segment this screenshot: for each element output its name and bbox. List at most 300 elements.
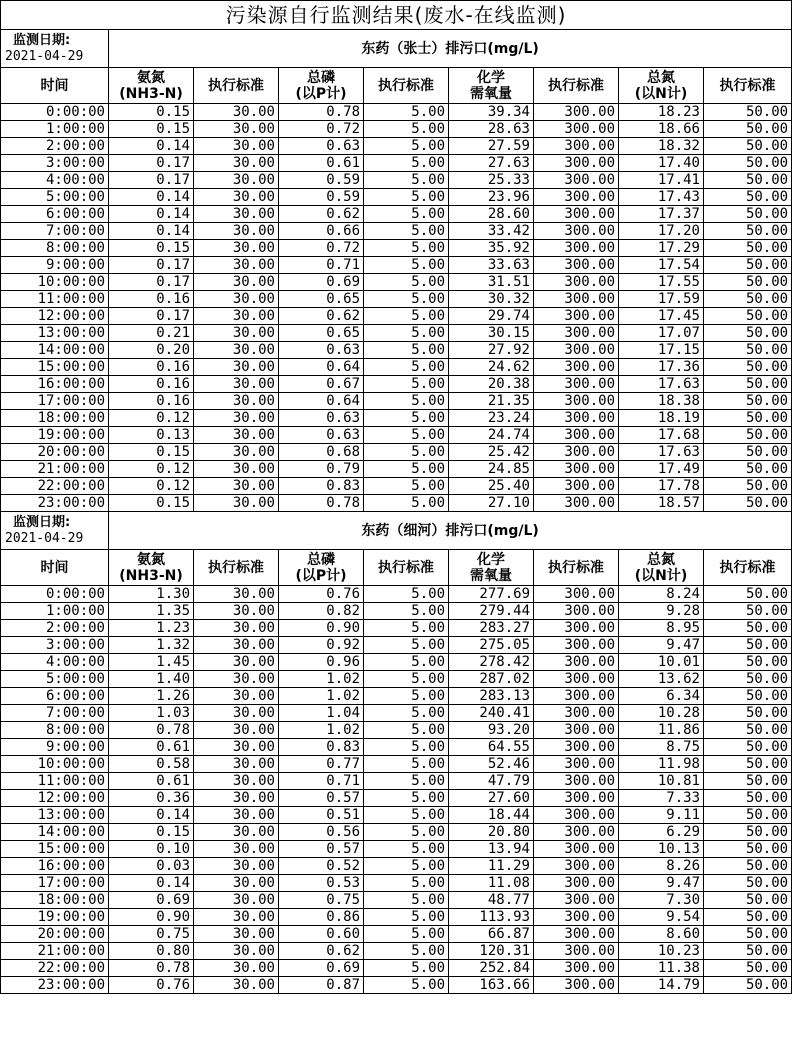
value-cell: 50.00	[704, 909, 792, 926]
value-cell: 13.62	[619, 671, 704, 688]
time-cell: 8:00:00	[1, 722, 109, 739]
value-cell: 0.12	[109, 461, 194, 478]
time-cell: 21:00:00	[1, 461, 109, 478]
value-cell: 64.55	[449, 739, 534, 756]
time-cell: 11:00:00	[1, 291, 109, 308]
value-cell: 5.00	[364, 637, 449, 654]
value-cell: 50.00	[704, 637, 792, 654]
value-cell: 17.78	[619, 478, 704, 495]
value-cell: 18.44	[449, 807, 534, 824]
value-cell: 300.00	[534, 688, 619, 705]
time-cell: 18:00:00	[1, 410, 109, 427]
value-cell: 0.72	[279, 240, 364, 257]
table-row	[1, 444, 792, 461]
table-row	[1, 943, 792, 960]
value-cell: 0.15	[109, 240, 194, 257]
value-cell: 24.62	[449, 359, 534, 376]
value-cell: 0.83	[279, 478, 364, 495]
value-cell: 30.00	[194, 393, 279, 410]
value-cell: 279.44	[449, 603, 534, 620]
value-cell: 29.74	[449, 308, 534, 325]
value-cell: 300.00	[534, 257, 619, 274]
value-cell: 5.00	[364, 257, 449, 274]
value-cell: 1.02	[279, 671, 364, 688]
value-cell: 0.69	[279, 274, 364, 291]
value-cell: 30.00	[194, 257, 279, 274]
value-cell: 1.03	[109, 705, 194, 722]
value-cell: 5.00	[364, 875, 449, 892]
column-header: 执行标准	[194, 550, 279, 586]
value-cell: 5.00	[364, 478, 449, 495]
monitor-date-cell	[1, 30, 109, 68]
value-cell: 5.00	[364, 722, 449, 739]
value-cell: 17.07	[619, 325, 704, 342]
value-cell: 30.00	[194, 756, 279, 773]
value-cell: 30.00	[194, 121, 279, 138]
value-cell: 17.20	[619, 223, 704, 240]
value-cell: 1.32	[109, 637, 194, 654]
value-cell: 0.77	[279, 756, 364, 773]
value-cell: 278.42	[449, 654, 534, 671]
value-cell: 17.45	[619, 308, 704, 325]
column-header-row	[1, 550, 792, 586]
value-cell: 300.00	[534, 892, 619, 909]
value-cell: 9.54	[619, 909, 704, 926]
table-row	[1, 892, 792, 909]
value-cell: 50.00	[704, 586, 792, 603]
value-cell: 8.95	[619, 620, 704, 637]
value-cell: 20.38	[449, 376, 534, 393]
value-cell: 18.38	[619, 393, 704, 410]
value-cell: 17.63	[619, 376, 704, 393]
value-cell: 14.79	[619, 977, 704, 994]
value-cell: 11.29	[449, 858, 534, 875]
value-cell: 10.81	[619, 773, 704, 790]
value-cell: 300.00	[534, 274, 619, 291]
value-cell: 50.00	[704, 773, 792, 790]
value-cell: 48.77	[449, 892, 534, 909]
value-cell: 10.23	[619, 943, 704, 960]
value-cell: 0.14	[109, 807, 194, 824]
value-cell: 300.00	[534, 926, 619, 943]
time-cell: 6:00:00	[1, 688, 109, 705]
value-cell: 5.00	[364, 291, 449, 308]
value-cell: 0.65	[279, 325, 364, 342]
value-cell: 30.32	[449, 291, 534, 308]
value-cell: 5.00	[364, 586, 449, 603]
value-cell: 300.00	[534, 960, 619, 977]
time-cell: 13:00:00	[1, 325, 109, 342]
value-cell: 35.92	[449, 240, 534, 257]
column-header: 总磷 (以P计)	[279, 550, 364, 586]
value-cell: 5.00	[364, 705, 449, 722]
value-cell: 300.00	[534, 444, 619, 461]
value-cell: 300.00	[534, 121, 619, 138]
value-cell: 23.96	[449, 189, 534, 206]
value-cell: 1.26	[109, 688, 194, 705]
section-header-row	[1, 512, 792, 550]
table-row	[1, 926, 792, 943]
value-cell: 5.00	[364, 444, 449, 461]
value-cell: 18.19	[619, 410, 704, 427]
value-cell: 50.00	[704, 943, 792, 960]
value-cell: 8.26	[619, 858, 704, 875]
value-cell: 25.42	[449, 444, 534, 461]
value-cell: 30.00	[194, 586, 279, 603]
value-cell: 30.00	[194, 155, 279, 172]
value-cell: 300.00	[534, 155, 619, 172]
value-cell: 50.00	[704, 892, 792, 909]
value-cell: 0.13	[109, 427, 194, 444]
time-cell: 2:00:00	[1, 138, 109, 155]
value-cell: 300.00	[534, 858, 619, 875]
table-row	[1, 620, 792, 637]
value-cell: 0.83	[279, 739, 364, 756]
value-cell: 30.00	[194, 960, 279, 977]
value-cell: 50.00	[704, 104, 792, 121]
value-cell: 50.00	[704, 121, 792, 138]
value-cell: 50.00	[704, 688, 792, 705]
table-row	[1, 376, 792, 393]
value-cell: 5.00	[364, 824, 449, 841]
value-cell: 0.14	[109, 206, 194, 223]
table-row	[1, 461, 792, 478]
value-cell: 0.66	[279, 223, 364, 240]
value-cell: 18.23	[619, 104, 704, 121]
value-cell: 0.78	[109, 960, 194, 977]
value-cell: 18.66	[619, 121, 704, 138]
value-cell: 5.00	[364, 206, 449, 223]
value-cell: 5.00	[364, 155, 449, 172]
value-cell: 0.59	[279, 189, 364, 206]
value-cell: 0.78	[109, 722, 194, 739]
value-cell: 30.00	[194, 637, 279, 654]
value-cell: 1.35	[109, 603, 194, 620]
table-row	[1, 121, 792, 138]
table-row	[1, 790, 792, 807]
value-cell: 17.40	[619, 155, 704, 172]
value-cell: 0.12	[109, 478, 194, 495]
value-cell: 11.38	[619, 960, 704, 977]
time-cell: 12:00:00	[1, 790, 109, 807]
value-cell: 300.00	[534, 977, 619, 994]
value-cell: 5.00	[364, 841, 449, 858]
table-row	[1, 189, 792, 206]
value-cell: 240.41	[449, 705, 534, 722]
value-cell: 50.00	[704, 223, 792, 240]
time-cell: 9:00:00	[1, 739, 109, 756]
value-cell: 50.00	[704, 603, 792, 620]
value-cell: 5.00	[364, 274, 449, 291]
table-row	[1, 138, 792, 155]
value-cell: 1.45	[109, 654, 194, 671]
value-cell: 0.75	[109, 926, 194, 943]
column-header: 执行标准	[704, 68, 792, 104]
value-cell: 300.00	[534, 189, 619, 206]
value-cell: 9.47	[619, 637, 704, 654]
value-cell: 0.68	[279, 444, 364, 461]
value-cell: 0.17	[109, 155, 194, 172]
value-cell: 5.00	[364, 620, 449, 637]
value-cell: 5.00	[364, 461, 449, 478]
value-cell: 30.00	[194, 359, 279, 376]
monitor-date-label: 监测日期:	[13, 32, 71, 48]
value-cell: 0.65	[279, 291, 364, 308]
value-cell: 0.63	[279, 138, 364, 155]
value-cell: 28.63	[449, 121, 534, 138]
value-cell: 0.87	[279, 977, 364, 994]
column-header: 执行标准	[534, 68, 619, 104]
table-row	[1, 773, 792, 790]
value-cell: 300.00	[534, 359, 619, 376]
value-cell: 30.00	[194, 722, 279, 739]
value-cell: 5.00	[364, 376, 449, 393]
value-cell: 5.00	[364, 858, 449, 875]
value-cell: 300.00	[534, 739, 619, 756]
time-cell: 5:00:00	[1, 671, 109, 688]
value-cell: 9.47	[619, 875, 704, 892]
value-cell: 5.00	[364, 223, 449, 240]
value-cell: 0.62	[279, 308, 364, 325]
time-cell: 1:00:00	[1, 121, 109, 138]
value-cell: 0.90	[109, 909, 194, 926]
value-cell: 0.52	[279, 858, 364, 875]
value-cell: 39.34	[449, 104, 534, 121]
table-row	[1, 495, 792, 512]
value-cell: 5.00	[364, 427, 449, 444]
value-cell: 27.92	[449, 342, 534, 359]
value-cell: 30.00	[194, 223, 279, 240]
value-cell: 27.60	[449, 790, 534, 807]
value-cell: 5.00	[364, 359, 449, 376]
value-cell: 163.66	[449, 977, 534, 994]
value-cell: 52.46	[449, 756, 534, 773]
time-cell: 4:00:00	[1, 172, 109, 189]
value-cell: 5.00	[364, 172, 449, 189]
value-cell: 30.00	[194, 892, 279, 909]
value-cell: 5.00	[364, 495, 449, 512]
table-row	[1, 960, 792, 977]
value-cell: 50.00	[704, 410, 792, 427]
value-cell: 5.00	[364, 654, 449, 671]
value-cell: 11.08	[449, 875, 534, 892]
value-cell: 300.00	[534, 824, 619, 841]
value-cell: 300.00	[534, 495, 619, 512]
value-cell: 5.00	[364, 960, 449, 977]
value-cell: 50.00	[704, 308, 792, 325]
column-header: 执行标准	[194, 68, 279, 104]
value-cell: 1.40	[109, 671, 194, 688]
value-cell: 300.00	[534, 410, 619, 427]
value-cell: 5.00	[364, 240, 449, 257]
value-cell: 30.00	[194, 977, 279, 994]
value-cell: 5.00	[364, 892, 449, 909]
value-cell: 10.01	[619, 654, 704, 671]
value-cell: 300.00	[534, 240, 619, 257]
value-cell: 17.63	[619, 444, 704, 461]
value-cell: 6.34	[619, 688, 704, 705]
value-cell: 50.00	[704, 977, 792, 994]
value-cell: 300.00	[534, 223, 619, 240]
table-row	[1, 586, 792, 603]
time-cell: 14:00:00	[1, 824, 109, 841]
value-cell: 30.00	[194, 495, 279, 512]
value-cell: 50.00	[704, 671, 792, 688]
value-cell: 120.31	[449, 943, 534, 960]
value-cell: 300.00	[534, 722, 619, 739]
table-row	[1, 223, 792, 240]
time-cell: 15:00:00	[1, 359, 109, 376]
time-cell: 0:00:00	[1, 104, 109, 121]
outlet-name: 东药（张士）排污口(mg/L)	[109, 30, 792, 68]
value-cell: 1.30	[109, 586, 194, 603]
value-cell: 5.00	[364, 138, 449, 155]
value-cell: 8.60	[619, 926, 704, 943]
value-cell: 0.76	[279, 586, 364, 603]
value-cell: 30.00	[194, 138, 279, 155]
table-row	[1, 240, 792, 257]
value-cell: 300.00	[534, 620, 619, 637]
value-cell: 0.63	[279, 427, 364, 444]
value-cell: 7.30	[619, 892, 704, 909]
value-cell: 252.84	[449, 960, 534, 977]
value-cell: 0.16	[109, 291, 194, 308]
value-cell: 0.17	[109, 274, 194, 291]
time-cell: 17:00:00	[1, 393, 109, 410]
value-cell: 5.00	[364, 308, 449, 325]
value-cell: 11.98	[619, 756, 704, 773]
value-cell: 50.00	[704, 240, 792, 257]
value-cell: 50.00	[704, 478, 792, 495]
table-row	[1, 308, 792, 325]
value-cell: 300.00	[534, 637, 619, 654]
value-cell: 0.15	[109, 495, 194, 512]
value-cell: 300.00	[534, 773, 619, 790]
value-cell: 0.17	[109, 308, 194, 325]
value-cell: 33.42	[449, 223, 534, 240]
value-cell: 300.00	[534, 427, 619, 444]
value-cell: 7.33	[619, 790, 704, 807]
value-cell: 17.43	[619, 189, 704, 206]
time-cell: 10:00:00	[1, 274, 109, 291]
value-cell: 0.58	[109, 756, 194, 773]
value-cell: 0.79	[279, 461, 364, 478]
time-cell: 11:00:00	[1, 773, 109, 790]
value-cell: 0.69	[109, 892, 194, 909]
value-cell: 5.00	[364, 756, 449, 773]
table-body	[1, 1, 792, 994]
value-cell: 283.13	[449, 688, 534, 705]
time-cell: 6:00:00	[1, 206, 109, 223]
value-cell: 5.00	[364, 104, 449, 121]
value-cell: 300.00	[534, 172, 619, 189]
value-cell: 30.00	[194, 943, 279, 960]
value-cell: 50.00	[704, 342, 792, 359]
value-cell: 0.62	[279, 943, 364, 960]
value-cell: 30.00	[194, 376, 279, 393]
value-cell: 300.00	[534, 756, 619, 773]
value-cell: 50.00	[704, 705, 792, 722]
value-cell: 0.71	[279, 773, 364, 790]
value-cell: 0.90	[279, 620, 364, 637]
value-cell: 5.00	[364, 325, 449, 342]
value-cell: 30.00	[194, 240, 279, 257]
value-cell: 6.29	[619, 824, 704, 841]
value-cell: 30.00	[194, 444, 279, 461]
table-row	[1, 858, 792, 875]
column-header: 执行标准	[364, 68, 449, 104]
column-header: 氨氮 (NH3-N)	[109, 550, 194, 586]
time-cell: 3:00:00	[1, 637, 109, 654]
value-cell: 5.00	[364, 671, 449, 688]
table-row	[1, 841, 792, 858]
value-cell: 50.00	[704, 155, 792, 172]
value-cell: 50.00	[704, 461, 792, 478]
value-cell: 0.16	[109, 393, 194, 410]
value-cell: 30.00	[194, 104, 279, 121]
value-cell: 25.40	[449, 478, 534, 495]
value-cell: 27.63	[449, 155, 534, 172]
value-cell: 30.00	[194, 172, 279, 189]
value-cell: 5.00	[364, 773, 449, 790]
value-cell: 30.00	[194, 325, 279, 342]
value-cell: 0.51	[279, 807, 364, 824]
value-cell: 30.00	[194, 654, 279, 671]
table-row	[1, 688, 792, 705]
value-cell: 300.00	[534, 841, 619, 858]
value-cell: 0.64	[279, 359, 364, 376]
value-cell: 0.61	[109, 773, 194, 790]
value-cell: 30.00	[194, 824, 279, 841]
monitor-date-label: 监测日期:	[13, 514, 71, 530]
value-cell: 0.92	[279, 637, 364, 654]
value-cell: 0.60	[279, 926, 364, 943]
value-cell: 5.00	[364, 603, 449, 620]
value-cell: 0.15	[109, 104, 194, 121]
value-cell: 50.00	[704, 393, 792, 410]
value-cell: 47.79	[449, 773, 534, 790]
column-header: 时间	[1, 68, 109, 104]
value-cell: 50.00	[704, 858, 792, 875]
value-cell: 24.85	[449, 461, 534, 478]
value-cell: 0.03	[109, 858, 194, 875]
value-cell: 300.00	[534, 206, 619, 223]
value-cell: 30.00	[194, 807, 279, 824]
table-row	[1, 807, 792, 824]
table-row	[1, 739, 792, 756]
value-cell: 30.00	[194, 189, 279, 206]
value-cell: 10.28	[619, 705, 704, 722]
value-cell: 0.80	[109, 943, 194, 960]
value-cell: 300.00	[534, 654, 619, 671]
table-row	[1, 393, 792, 410]
value-cell: 18.32	[619, 138, 704, 155]
time-cell: 4:00:00	[1, 654, 109, 671]
value-cell: 0.17	[109, 172, 194, 189]
value-cell: 113.93	[449, 909, 534, 926]
table-row	[1, 977, 792, 994]
value-cell: 17.29	[619, 240, 704, 257]
value-cell: 8.24	[619, 586, 704, 603]
value-cell: 0.36	[109, 790, 194, 807]
time-cell: 16:00:00	[1, 376, 109, 393]
value-cell: 50.00	[704, 654, 792, 671]
value-cell: 5.00	[364, 790, 449, 807]
time-cell: 3:00:00	[1, 155, 109, 172]
table-row	[1, 637, 792, 654]
time-cell: 17:00:00	[1, 875, 109, 892]
value-cell: 0.78	[279, 104, 364, 121]
